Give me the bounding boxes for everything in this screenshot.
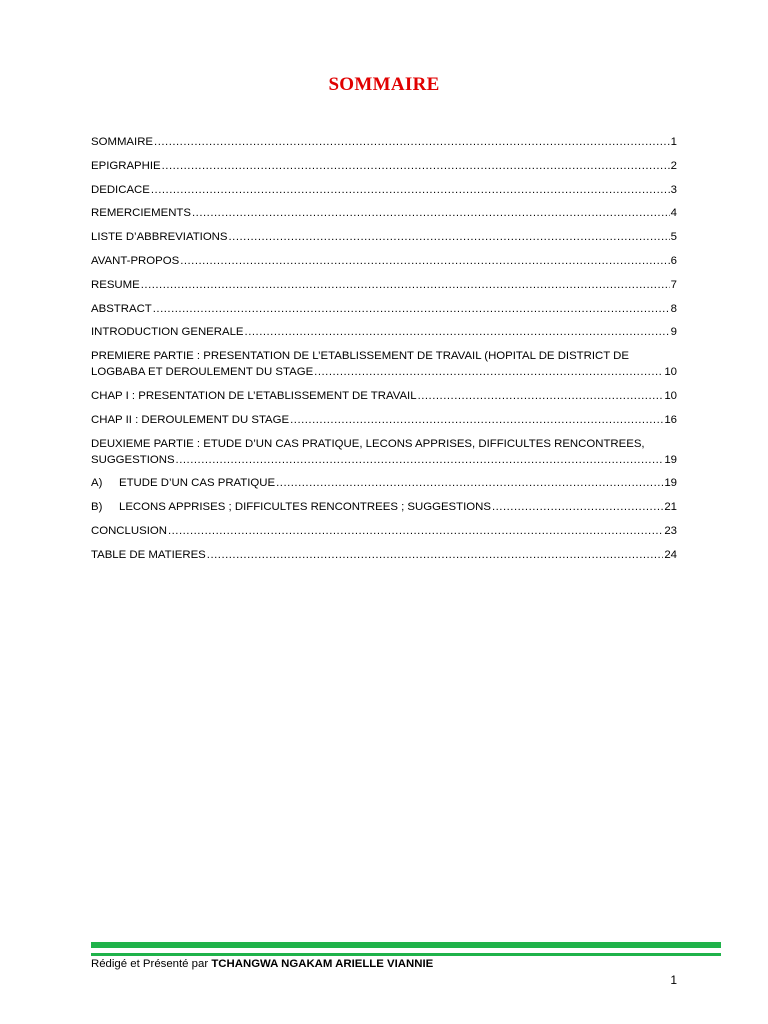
footer-rule-thin xyxy=(91,953,721,956)
footer-credit xyxy=(91,958,433,970)
toc-dot-leader xyxy=(176,452,664,468)
toc-dot-leader xyxy=(492,499,663,515)
toc-entry-label xyxy=(91,523,167,539)
toc-entry[interactable] xyxy=(91,182,677,198)
toc-entry-text: INTRODUCTION GENERALE xyxy=(91,326,244,339)
toc-dot-leader xyxy=(229,229,670,245)
toc-entry-page: 5 xyxy=(670,231,677,244)
toc-dot-leader xyxy=(180,253,669,269)
toc-entry-label xyxy=(91,475,275,491)
toc-entry-label xyxy=(91,134,153,150)
toc-dot-leader xyxy=(151,182,670,198)
toc-entry-page: 24 xyxy=(664,548,677,561)
toc-entry-label xyxy=(91,388,417,404)
toc-entry-label xyxy=(91,253,179,269)
table-of-contents xyxy=(91,134,677,571)
toc-entry-page: 8 xyxy=(670,302,677,315)
toc-entry-page: 16 xyxy=(664,413,677,426)
footer-rule-thick xyxy=(91,942,721,948)
toc-entry-letter: A) xyxy=(91,477,103,490)
toc-entry-text: TABLE DE MATIERES xyxy=(91,548,206,561)
toc-entry-text: CHAP II : DEROULEMENT DU STAGE xyxy=(91,413,290,426)
toc-entry-page: 23 xyxy=(664,524,677,537)
toc-entry-label-line1: PREMIERE PARTIE : PRESENTATION DE L’ETABLISSEMENT DE TRAVAIL (HOPITAL DE DISTRICT DE xyxy=(91,350,629,363)
toc-entry-letter: B) xyxy=(91,501,103,514)
toc-entry-label xyxy=(91,229,228,245)
toc-entry-text: ABSTRACT xyxy=(91,302,152,315)
toc-entry[interactable] xyxy=(91,134,677,150)
toc-entry[interactable] xyxy=(91,523,677,539)
footer-page-number: 1 xyxy=(670,973,677,987)
toc-entry-page: 10 xyxy=(664,389,677,402)
toc-dot-leader xyxy=(245,324,670,340)
toc-dot-leader xyxy=(418,388,664,404)
toc-entry[interactable] xyxy=(91,158,677,174)
toc-entry-text: LISTE D’ABBREVIATIONS xyxy=(91,231,228,244)
toc-entry[interactable] xyxy=(91,547,677,563)
toc-entry[interactable] xyxy=(91,229,677,245)
toc-dot-leader xyxy=(162,158,670,174)
toc-entry[interactable] xyxy=(91,436,677,468)
toc-entry-text: CHAP I : PRESENTATION DE L’ETABLISSEMENT DE TRAVAIL xyxy=(91,389,417,402)
toc-entry[interactable] xyxy=(91,475,677,491)
toc-entry-label xyxy=(91,412,289,428)
toc-entry-label xyxy=(91,452,175,468)
toc-entry-page: 1 xyxy=(670,136,677,148)
toc-entry-text: SOMMAIRE xyxy=(91,136,154,148)
toc-entry-page: 9 xyxy=(670,326,677,339)
toc-entry-text: ETUDE D’UN CAS PRATIQUE xyxy=(119,477,276,490)
toc-entry[interactable] xyxy=(91,499,677,515)
toc-dot-leader xyxy=(168,523,663,539)
toc-entry[interactable] xyxy=(91,277,677,293)
toc-entry[interactable] xyxy=(91,412,677,428)
toc-entry-label xyxy=(91,158,161,174)
toc-dot-leader xyxy=(314,364,663,380)
toc-entry[interactable] xyxy=(91,205,677,221)
toc-entry-text: LOGBABA ET DEROULEMENT DU STAGE xyxy=(91,366,314,379)
toc-entry-page: 21 xyxy=(664,501,677,514)
toc-entry[interactable] xyxy=(91,301,677,317)
toc-entry-label xyxy=(91,364,313,380)
toc-entry-page: 2 xyxy=(670,159,677,172)
toc-entry-text: AVANT-PROPOS xyxy=(91,254,180,267)
toc-dot-leader xyxy=(192,205,670,221)
footer-credit-name: TCHANGWA NGAKAM ARIELLE VIANNIE xyxy=(211,958,434,970)
toc-entry-text: DEDICACE xyxy=(91,183,150,196)
toc-entry-label xyxy=(91,277,140,293)
footer-credit-prefix: Rédigé et Présenté par xyxy=(91,958,209,970)
toc-entry-text: CONCLUSION xyxy=(91,524,167,537)
toc-entry-text: LECONS APPRISES ; DIFFICULTES RENCONTREES ; SUGGESTIONS xyxy=(119,501,491,514)
toc-entry-label xyxy=(91,301,152,317)
toc-entry[interactable] xyxy=(91,388,677,404)
toc-entry-label xyxy=(91,547,206,563)
toc-entry-label xyxy=(91,205,191,221)
toc-entry-label xyxy=(91,324,244,340)
toc-entry-text: REMERCIEMENTS xyxy=(91,207,191,220)
toc-dot-leader xyxy=(290,412,663,428)
toc-dot-leader xyxy=(154,134,670,150)
toc-entry-label xyxy=(91,499,491,515)
toc-entry-page: 6 xyxy=(670,254,677,267)
toc-entry-label-line1: DEUXIEME PARTIE : ETUDE D’UN CAS PRATIQUE, LECONS APPRISES, DIFFICULTES RENCONTREES, xyxy=(91,437,645,450)
toc-dot-leader xyxy=(141,277,670,293)
toc-entry-label xyxy=(91,182,150,198)
toc-dot-leader xyxy=(153,301,670,317)
toc-entry-page: 7 xyxy=(670,278,677,291)
toc-dot-leader xyxy=(207,547,664,563)
toc-dot-leader xyxy=(276,475,663,491)
toc-entry[interactable] xyxy=(91,253,677,269)
toc-entry-page: 3 xyxy=(670,183,677,196)
toc-entry-page: 4 xyxy=(670,207,677,220)
toc-entry-text: SUGGESTIONS xyxy=(91,453,175,466)
toc-entry-page: 10 xyxy=(664,366,677,379)
page-title: SOMMAIRE xyxy=(328,74,440,95)
toc-entry-text: EPIGRAPHIE xyxy=(91,159,161,172)
toc-entry[interactable] xyxy=(91,324,677,340)
toc-entry-text: RESUME xyxy=(91,278,140,291)
toc-entry-page: 19 xyxy=(664,453,677,466)
toc-entry-page: 19 xyxy=(664,477,677,490)
toc-entry[interactable] xyxy=(91,348,677,380)
